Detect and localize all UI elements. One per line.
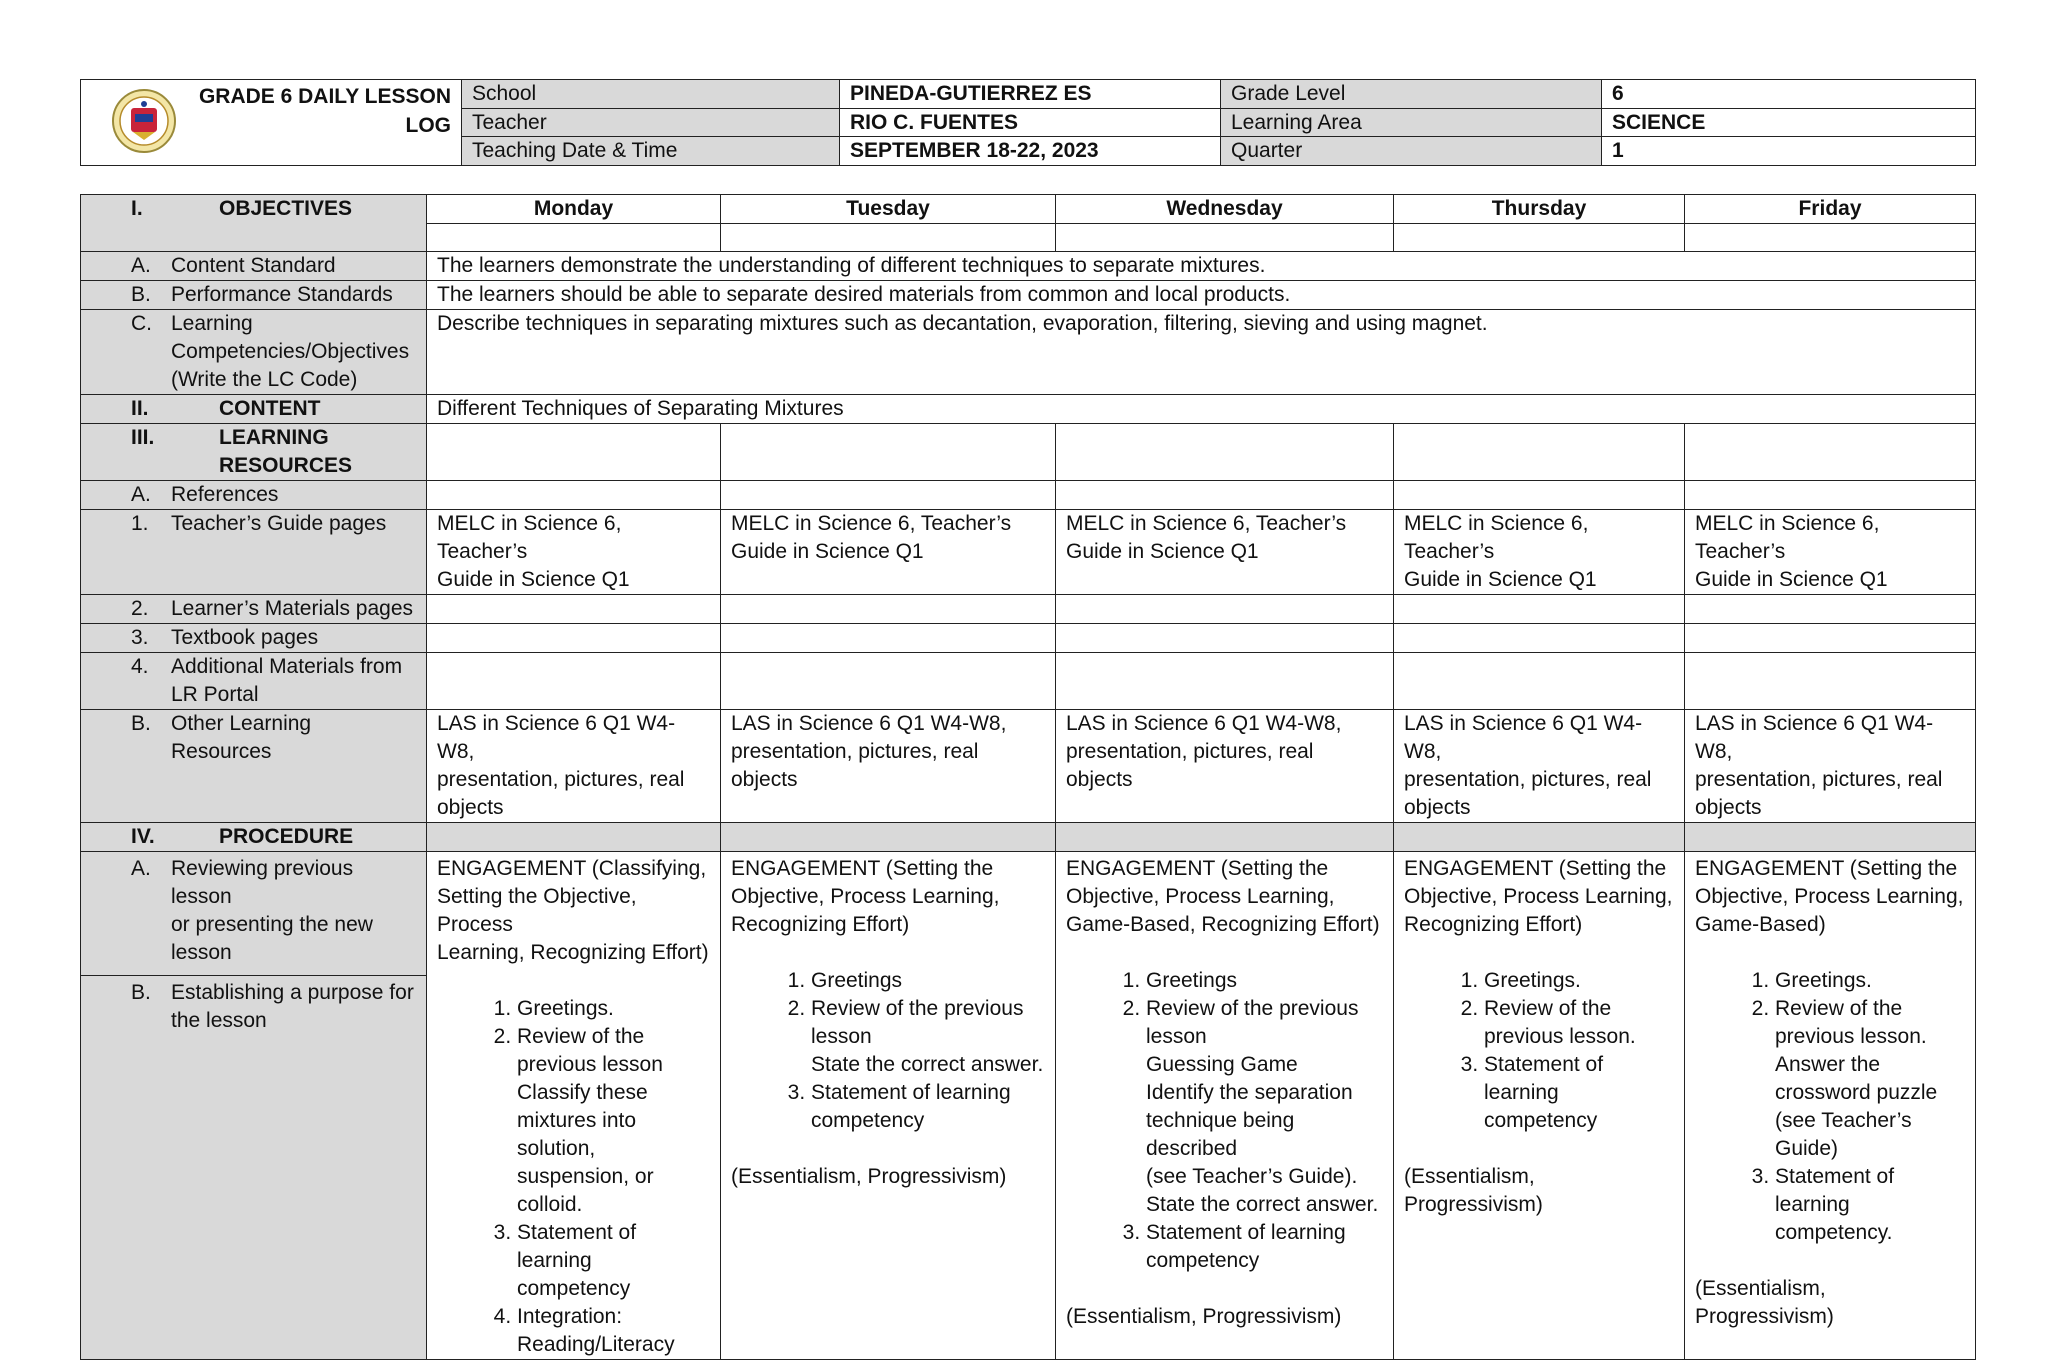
spacer	[437, 967, 710, 995]
list-item-line: 3. Statement of	[1484, 1053, 1604, 1076]
blank-cell	[1685, 624, 1976, 653]
blank-cell	[427, 481, 721, 510]
cell-line: presentation, pictures, real	[1695, 768, 1943, 791]
blank-cell	[1394, 424, 1685, 481]
list-item-line: 4. Integration:	[517, 1305, 623, 1328]
teachers-guide-label	[81, 510, 427, 595]
title-line-2: LOG	[405, 114, 451, 137]
content-value: Different Techniques of Separating Mixtures	[427, 395, 1976, 424]
blank-cell	[427, 424, 721, 481]
blank-cell	[1685, 595, 1976, 624]
procedure-list-item	[517, 1303, 710, 1359]
item-label-line: Establishing a purpose for	[171, 980, 414, 1004]
cell-line: Guide in Science Q1	[1404, 568, 1597, 591]
section-number: IV.	[131, 825, 155, 848]
engagement-line: Setting the Objective, Process	[437, 885, 637, 936]
item-label: Other Learning Resources	[171, 712, 312, 763]
blank-cell	[427, 624, 721, 653]
list-item-line: colloid.	[517, 1193, 583, 1216]
school-seal-icon	[111, 88, 177, 154]
procedure-wednesday	[1056, 852, 1394, 1360]
grade-level-label: Grade Level	[1221, 80, 1602, 109]
blank-cell	[1056, 624, 1394, 653]
spacer	[1404, 939, 1674, 967]
section-title: CONTENT	[219, 397, 321, 420]
spacer	[731, 939, 1045, 967]
cell-line: LAS in Science 6 Q1 W4-W8,	[1066, 712, 1342, 735]
cell-line: objects	[1695, 796, 1762, 819]
other-friday	[1685, 710, 1976, 823]
cell-line: Guide in Science Q1	[731, 540, 924, 563]
list-item-line: (see Teacher’s Guide).	[1146, 1165, 1358, 1188]
reviewing-label	[81, 852, 427, 976]
procedure-heading	[81, 823, 427, 852]
section-number: II.	[131, 397, 149, 420]
engagement-line: Objective, Process Learning,	[1695, 885, 1964, 908]
blank-cell	[1394, 481, 1685, 510]
item-letter: A.	[131, 254, 151, 277]
procedure-list-item	[811, 1079, 1045, 1135]
list-item-line: 2. Review of the	[1775, 997, 1903, 1020]
tg-thursday	[1394, 510, 1685, 595]
list-item-line: Guide)	[1775, 1137, 1839, 1160]
item-label-line: Additional Materials from	[171, 655, 403, 678]
procedure-list-item	[1484, 1051, 1674, 1135]
list-item-line: Reading/Literacy	[517, 1333, 675, 1356]
item-label-line: or presenting the new	[171, 913, 373, 936]
section-number: III.	[131, 426, 155, 449]
cell-line: presentation, pictures, real objects	[1066, 740, 1314, 791]
procedure-tuesday	[721, 852, 1056, 1360]
spacer	[1695, 939, 1965, 967]
date-label: Teaching Date & Time	[462, 137, 840, 166]
blank-cell	[721, 595, 1056, 624]
content-standard-value: The learners demonstrate the understanding of different techniques to separate mixtures.	[427, 252, 1976, 281]
day-tuesday: Tuesday	[721, 195, 1056, 224]
list-item-line: Guessing Game	[1146, 1053, 1298, 1076]
philosophy-note: (Essentialism, Progressivism)	[1695, 1277, 1834, 1328]
cell-line: MELC in Science 6, Teacher’s	[437, 512, 622, 563]
item-number: 2.	[131, 597, 149, 620]
item-letter: B.	[131, 980, 151, 1004]
engagement-line: ENGAGEMENT (Setting the	[1066, 857, 1329, 880]
item-letter: C.	[131, 312, 152, 335]
procedure-list-item	[1146, 967, 1383, 995]
blank-cell	[721, 224, 1056, 252]
list-item-line: Classify these	[517, 1081, 648, 1104]
engagement-line: Objective, Process Learning,	[1066, 885, 1335, 908]
procedure-list-item	[517, 1219, 710, 1303]
school-value: PINEDA-GUTIERREZ ES	[840, 80, 1221, 109]
list-item-line: competency	[517, 1277, 631, 1300]
blank-cell	[721, 624, 1056, 653]
list-item-line: State the correct answer.	[811, 1053, 1044, 1076]
list-item-line: 1. Greetings.	[517, 997, 614, 1020]
engagement-line: Objective, Process Learning,	[731, 885, 1000, 908]
cell-line: Guide in Science Q1	[1695, 568, 1888, 591]
cell-line: MELC in Science 6, Teacher’s	[1066, 512, 1347, 535]
day-wednesday: Wednesday	[1056, 195, 1394, 224]
procedure-list-item	[1775, 1163, 1965, 1247]
spacer	[1066, 1275, 1383, 1303]
list-item-line: lesson	[1146, 1025, 1207, 1048]
philosophy-note: (Essentialism, Progressivism)	[731, 1165, 1007, 1188]
list-item-line: 2. Review of the previous	[1146, 997, 1359, 1020]
title-cell	[81, 80, 462, 166]
cell-line: presentation, pictures, real	[437, 768, 685, 791]
school-label: School	[462, 80, 840, 109]
day-thursday: Thursday	[1394, 195, 1685, 224]
tg-tuesday	[721, 510, 1056, 595]
competencies-label	[81, 310, 427, 395]
blank-cell	[721, 481, 1056, 510]
list-item-line: competency	[811, 1109, 925, 1132]
list-item-line: Answer the	[1775, 1053, 1881, 1076]
blank-cell	[721, 424, 1056, 481]
list-item-line: (see Teacher’s	[1775, 1109, 1912, 1132]
dll-title	[199, 82, 451, 140]
content-standard-label	[81, 252, 427, 281]
item-letter: A.	[131, 483, 151, 506]
blank-cell	[1394, 595, 1685, 624]
list-item-line: 3. Statement of learning	[811, 1081, 1011, 1104]
blank-cell	[1685, 481, 1976, 510]
list-item-line: learning competency.	[1775, 1193, 1893, 1244]
blank-cell	[1056, 595, 1394, 624]
item-label: Textbook pages	[171, 626, 319, 649]
item-letter: B.	[131, 712, 151, 735]
item-letter: B.	[131, 283, 151, 306]
section-title-line: RESOURCES	[219, 454, 353, 477]
blank-cell	[427, 823, 721, 852]
procedure-list-item	[1775, 967, 1965, 995]
procedure-monday	[427, 852, 721, 1360]
teacher-value: RIO C. FUENTES	[840, 108, 1221, 137]
header-table	[80, 79, 1976, 166]
additional-materials-label	[81, 653, 427, 710]
blank-cell	[1056, 224, 1394, 252]
other-resources-label	[81, 710, 427, 823]
content-heading	[81, 395, 427, 424]
item-number: 4.	[131, 655, 149, 678]
blank-cell	[1056, 481, 1394, 510]
cell-line: MELC in Science 6, Teacher’s	[731, 512, 1012, 535]
tg-friday	[1685, 510, 1976, 595]
procedure-list	[437, 995, 710, 1359]
item-label-line: lesson	[171, 941, 232, 964]
procedure-list-item	[1484, 995, 1674, 1051]
learners-materials-label	[81, 595, 427, 624]
blank-cell	[1394, 224, 1685, 252]
section-title: PROCEDURE	[219, 825, 354, 848]
list-item-line: mixtures into solution,	[517, 1109, 637, 1160]
title-line-1: GRADE 6 DAILY LESSON	[198, 85, 451, 108]
procedure-list-item	[517, 995, 710, 1023]
lesson-log-table	[80, 194, 1976, 1360]
procedure-list-item	[811, 967, 1045, 995]
blank-cell	[1056, 424, 1394, 481]
textbook-label	[81, 624, 427, 653]
list-item-line: 3. Statement of learning	[1146, 1221, 1346, 1244]
cell-line: Guide in Science Q1	[437, 568, 630, 591]
blank-cell	[427, 653, 721, 710]
list-item-line: crossword puzzle	[1775, 1081, 1938, 1104]
list-item-line: 2. Review of the	[517, 1025, 645, 1048]
blank-cell	[1394, 624, 1685, 653]
blank-cell	[427, 224, 721, 252]
performance-standards-value: The learners should be able to separate desired materials from common and local products.	[427, 281, 1976, 310]
procedure-friday	[1685, 852, 1976, 1360]
cell-line: LAS in Science 6 Q1 W4-W8,	[1404, 712, 1643, 763]
item-label: Teacher’s Guide pages	[171, 512, 387, 535]
engagement-line: ENGAGEMENT (Setting the	[731, 857, 994, 880]
objectives-heading	[81, 195, 427, 252]
blank-cell	[1685, 823, 1976, 852]
blank-cell	[1685, 224, 1976, 252]
day-friday: Friday	[1685, 195, 1976, 224]
engagement-line: Objective, Process Learning,	[1404, 885, 1673, 908]
item-label-line: Reviewing previous lesson	[171, 857, 354, 908]
grade-level-value: 6	[1602, 80, 1976, 109]
item-number: 1.	[131, 512, 149, 535]
cell-line: Guide in Science Q1	[1066, 540, 1259, 563]
list-item-line: 2. Review of the previous	[811, 997, 1024, 1020]
engagement-line: ENGAGEMENT (Classifying,	[437, 857, 707, 880]
item-label-line: the lesson	[171, 1008, 267, 1032]
procedure-list-item	[517, 1023, 710, 1219]
quarter-value: 1	[1602, 137, 1976, 166]
list-item-line: learning competency	[1484, 1081, 1598, 1132]
item-label: References	[171, 483, 279, 506]
blank-cell	[1056, 823, 1394, 852]
cell-line: objects	[437, 796, 504, 819]
learning-area-value: SCIENCE	[1602, 108, 1976, 137]
item-label-line: Learning	[171, 312, 253, 335]
engagement-line: Learning, Recognizing Effort)	[437, 941, 709, 964]
item-label: Content Standard	[171, 254, 336, 277]
item-letter: A.	[131, 857, 151, 880]
learning-resources-heading	[81, 424, 427, 481]
list-item-line: 2. Review of the	[1484, 997, 1612, 1020]
list-item-line: previous lesson.	[1775, 1025, 1927, 1048]
cell-line: presentation, pictures, real	[1404, 768, 1652, 791]
procedure-list	[1066, 967, 1383, 1275]
cell-line: MELC in Science 6, Teacher’s	[1404, 512, 1589, 563]
list-item-line: State the correct answer.	[1146, 1193, 1379, 1216]
spacer	[731, 1135, 1045, 1163]
procedure-thursday	[1394, 852, 1685, 1360]
engagement-line: Recognizing Effort)	[731, 913, 910, 936]
other-monday	[427, 710, 721, 823]
blank-cell	[721, 653, 1056, 710]
other-tuesday	[721, 710, 1056, 823]
blank-cell	[1394, 823, 1685, 852]
list-item-line: Identify the separation	[1146, 1081, 1353, 1104]
list-item-line: previous lesson	[517, 1053, 663, 1076]
spacer	[1695, 1247, 1965, 1275]
cell-line: LAS in Science 6 Q1 W4-W8,	[437, 712, 676, 763]
blank-cell	[1394, 653, 1685, 710]
procedure-list	[1404, 967, 1674, 1135]
procedure-list	[1695, 967, 1965, 1247]
quarter-label: Quarter	[1221, 137, 1602, 166]
spacer	[1066, 939, 1383, 967]
engagement-line: Game-Based)	[1695, 913, 1826, 936]
cell-line: LAS in Science 6 Q1 W4-W8,	[731, 712, 1007, 735]
blank-cell	[427, 595, 721, 624]
list-item-line: 1. Greetings.	[1775, 969, 1872, 992]
list-item-line: 3. Statement of	[1775, 1165, 1895, 1188]
cell-line: objects	[1404, 796, 1471, 819]
item-label: Performance Standards	[171, 283, 393, 306]
list-item-line: lesson	[811, 1025, 872, 1048]
item-label: Learner’s Materials pages	[171, 597, 414, 620]
other-thursday	[1394, 710, 1685, 823]
list-item-line: suspension, or	[517, 1165, 654, 1188]
blank-cell	[1685, 424, 1976, 481]
section-number: I.	[131, 197, 143, 220]
cell-line: LAS in Science 6 Q1 W4-W8,	[1695, 712, 1934, 763]
competencies-value: Describe techniques in separating mixtures such as decantation, evaporation, filtering, sieving and using magnet.	[427, 310, 1976, 395]
procedure-list-item	[811, 995, 1045, 1079]
tg-monday	[427, 510, 721, 595]
engagement-line: ENGAGEMENT (Setting the	[1404, 857, 1667, 880]
philosophy-note: (Essentialism, Progressivism)	[1404, 1165, 1543, 1216]
item-label-line: Competencies/Objectives	[171, 340, 410, 363]
day-monday: Monday	[427, 195, 721, 224]
other-wednesday	[1056, 710, 1394, 823]
blank-cell	[721, 823, 1056, 852]
procedure-list-item	[1146, 995, 1383, 1219]
tg-wednesday	[1056, 510, 1394, 595]
procedure-list-item	[1146, 1219, 1383, 1275]
list-item-line: competency	[1146, 1249, 1260, 1272]
establishing-label	[81, 975, 427, 1359]
learning-area-label: Learning Area	[1221, 108, 1602, 137]
list-item-line: previous lesson.	[1484, 1025, 1636, 1048]
performance-standards-label	[81, 281, 427, 310]
procedure-list	[731, 967, 1045, 1135]
list-item-line: technique being described	[1146, 1109, 1295, 1160]
engagement-line: ENGAGEMENT (Setting the	[1695, 857, 1958, 880]
procedure-list-item	[1484, 967, 1674, 995]
philosophy-note: (Essentialism, Progressivism)	[1066, 1305, 1342, 1328]
spacer	[1404, 1135, 1674, 1163]
engagement-line: Game-Based, Recognizing Effort)	[1066, 913, 1380, 936]
section-title: OBJECTIVES	[219, 197, 353, 220]
list-item-line: 3. Statement of learning	[517, 1221, 637, 1272]
procedure-list-item	[1775, 995, 1965, 1163]
cell-line: presentation, pictures, real objects	[731, 740, 979, 791]
item-label-line: (Write the LC Code)	[171, 368, 358, 391]
list-item-line: 1. Greetings	[811, 969, 903, 992]
item-number: 3.	[131, 626, 149, 649]
blank-cell	[1685, 653, 1976, 710]
blank-cell	[1056, 653, 1394, 710]
cell-line: MELC in Science 6, Teacher’s	[1695, 512, 1880, 563]
section-title-line: LEARNING	[219, 426, 329, 449]
item-label-line: LR Portal	[171, 683, 259, 706]
list-item-line: 1. Greetings.	[1484, 969, 1581, 992]
references-label	[81, 481, 427, 510]
engagement-line: Recognizing Effort)	[1404, 913, 1583, 936]
date-value: SEPTEMBER 18-22, 2023	[840, 137, 1221, 166]
list-item-line: 1. Greetings	[1146, 969, 1238, 992]
teacher-label: Teacher	[462, 108, 840, 137]
